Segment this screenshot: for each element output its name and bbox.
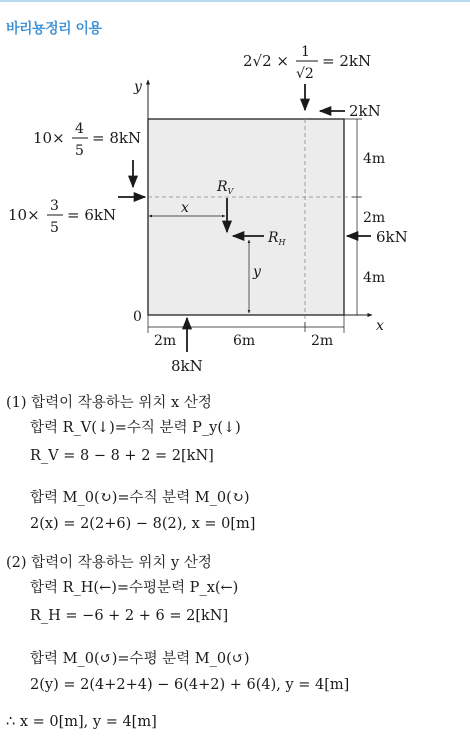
bottom-dim-1: 2m bbox=[154, 333, 177, 349]
left-lower-load-prefix: 10× bbox=[8, 206, 40, 224]
part2-line1: 합력 R_H(←)=수평분력 P_x(←) bbox=[30, 580, 239, 596]
left-upper-load-result: = 8kN bbox=[92, 129, 142, 147]
right-dim-2: 2m bbox=[363, 210, 386, 226]
top-right-load-label: 2kN bbox=[349, 102, 381, 120]
part2-line4: 2(y) = 2(4+2+4) − 6(4+2) + 6(4), y = 4[m] bbox=[30, 677, 350, 693]
rh-label: $R_H$ bbox=[268, 230, 286, 247]
rv-label: $R_V$ bbox=[217, 179, 234, 196]
conclusion: ∴ x = 0[m], y = 4[m] bbox=[6, 714, 157, 730]
bottom-load-label: 8kN bbox=[171, 357, 203, 375]
x-dimension-label: x bbox=[181, 200, 189, 216]
axis-x-label: x bbox=[376, 318, 384, 334]
part1-title: (1) 합력이 작용하는 위치 x 산정 bbox=[6, 395, 212, 411]
axis-y-label: y bbox=[134, 79, 142, 95]
plate bbox=[148, 119, 344, 315]
part1-line4: 2(x) = 2(2+6) − 8(2), x = 0[m] bbox=[30, 516, 256, 532]
part1-line1: 합력 R_V(↓)=수직 분력 P_y(↓) bbox=[30, 420, 241, 436]
bottom-dim-2: 6m bbox=[233, 333, 256, 349]
top-load-prefix: 2√2 × bbox=[243, 52, 289, 70]
part2-line2: R_H = −6 + 2 + 6 = 2[kN] bbox=[30, 608, 229, 624]
part2-line3: 합력 M_0(↺)=수평 분력 M_0(↺) bbox=[30, 651, 250, 667]
left-upper-load-prefix: 10× bbox=[33, 129, 65, 147]
right-dim-3: 4m bbox=[363, 270, 386, 286]
top-load-result: = 2kN bbox=[322, 52, 372, 70]
right-dim-1: 4m bbox=[363, 151, 386, 167]
right-load-label: 6kN bbox=[376, 228, 408, 246]
bottom-dim-3: 2m bbox=[311, 333, 334, 349]
left-lower-load-den: 5 bbox=[50, 220, 59, 236]
left-upper-load-den: 5 bbox=[75, 143, 84, 159]
part1-line3: 합력 M_0(↻)=수직 분력 M_0(↻) bbox=[30, 490, 250, 506]
section-title: 바리뇽정리 이용 bbox=[6, 21, 102, 37]
top-load-num: 1 bbox=[301, 44, 310, 60]
part2-title: (2) 합력이 작용하는 위치 y 산정 bbox=[6, 555, 212, 571]
left-upper-load-num: 4 bbox=[75, 121, 84, 137]
y-dimension-label: y bbox=[253, 264, 261, 280]
origin-label: 0 bbox=[133, 309, 142, 325]
top-load-den: √2 bbox=[296, 66, 314, 82]
left-lower-load-result: = 6kN bbox=[67, 206, 117, 224]
left-lower-load-num: 3 bbox=[50, 198, 59, 214]
part1-line2: R_V = 8 − 8 + 2 = 2[kN] bbox=[30, 448, 214, 464]
